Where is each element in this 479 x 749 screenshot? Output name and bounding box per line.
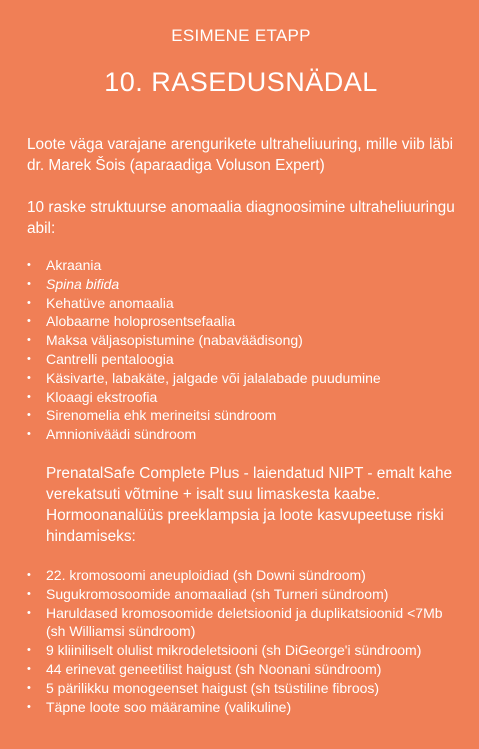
page-title: 10. RASEDUSNÄDAL <box>104 67 378 97</box>
list-item: • Sugukromosoomide anomaaliad (sh Turneri sündroom) <box>27 585 455 604</box>
list-item: • Akraania <box>27 256 455 275</box>
stage-label: ESIMENE ETAPP <box>171 26 311 45</box>
list-item: • Haruldased kromosoomide deletsioonid ja duplikatsioonid <7Mb (sh Williamsi sündroom) <box>27 604 455 642</box>
nipt-list <box>27 566 455 716</box>
anomalies-list <box>27 256 455 444</box>
list-item: • Kehatüve anomaalia <box>27 294 455 313</box>
list-item: • 5 pärilikku monogeenset haigust (sh tsüstiline fibroos) <box>27 679 455 698</box>
list-item: • Maksa väljasopistumine (nabaväädisong) <box>27 331 455 350</box>
list-item: • Alobaarne holoprosentsefaalia <box>27 312 455 331</box>
list-item: • Cantrelli pentaloogia <box>27 350 455 369</box>
list-item: • Käsivarte, labakäte, jalgade või jalalabade puudumine <box>27 369 455 388</box>
anomalies-lead: 10 raske struktuurse anomaalia diagnoosimine ultraheliuuringu abil: <box>27 199 455 237</box>
nipt-paragraph: PrenatalSafe Complete Plus - laiendatud NIPT - emalt kahe verekatsuti võtmine + isalt suu limaskesta kaabe. Hormoonanalüüs preeklampsia ja loote kasvupeetuse riski hindamiseks: <box>46 464 453 545</box>
list-item: • Kloaagi ekstroofia <box>27 388 455 407</box>
list-item: • 22. kromosoomi aneuploidiad (sh Downi sündroom) <box>27 566 455 585</box>
list-item: • Sirenomelia ehk merineitsi sündroom <box>27 406 455 425</box>
list-item: • 9 kliiniliselt olulist mikrodeletsiooni (sh DiGeorge'i sündroom) <box>27 641 455 660</box>
list-item: • Spina bifida <box>27 275 455 294</box>
list-item: • Täpne loote soo määramine (valikuline) <box>27 698 455 717</box>
list-item: • 44 erinevat geneetilist haigust (sh Noonani sündroom) <box>27 660 455 679</box>
intro-paragraph: Loote väga varajane arengurikete ultraheliuuring, mille viib läbi dr. Marek Šois (aparaadiga Voluson Expert) <box>27 136 454 174</box>
list-item: • Amnioniväädi sündroom <box>27 425 455 444</box>
